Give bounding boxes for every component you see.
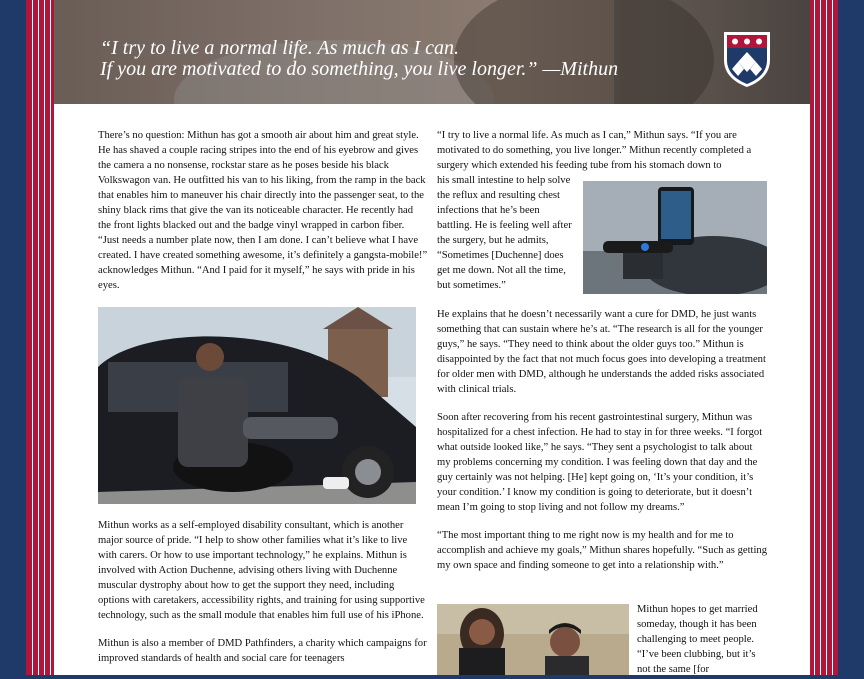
article-paragraph: Mithun is also a member of DMD Pathfinders, a charity which campaigns for improved standards of health and social care for teenagers bbox=[98, 638, 427, 664]
header-banner-photo bbox=[54, 0, 810, 104]
article-paragraph: There’s no question: Mithun has got a smooth air about him and great style. He has shaved a couple racing stripes into the end of his eyebrow and gives the camera a no nonsense, rockstar stare as he poses beside his black Volkswagon van. He outfitted his van to his liking, from the ramp in the back that enables him to maneuver his chair directly into the passenger seat, to the shiny black rims that give the van its noticeable character. He recently had the front lights blacked out and the badge vinyl wrapped in carbon fiber. “Just needs a number plate now, then I am done. I can’t believe what I have created. I have created something awesome, it’s definitely a gangsta-mobile!” acknowledges Mithun. “And I paid for it myself,” he says with pride in his eyes. bbox=[98, 130, 428, 291]
article-paragraph-wrapped: his small intestine to help solve the reflux and resulting chest infections that he’s been battling. He is feeling well after the surgery, but he admits, “Sometimes [Duchenne] does get me down. Not all the time, but sometimes.” bbox=[437, 175, 572, 291]
article-column-left bbox=[98, 128, 428, 306]
article-paragraph-wrapped: Mithun hopes to get married someday, though it has been challenging to meet people. “I’ve been clubbing, but it’s not the same [for bbox=[637, 604, 758, 675]
pull-quote-line-1: “I try to live a normal life. As much as I can. bbox=[100, 37, 460, 59]
article-column-right-middle bbox=[437, 307, 767, 586]
photo-phone-on-wheelchair-mount bbox=[583, 181, 767, 294]
left-border bbox=[26, 0, 56, 675]
article-paragraph: “The most important thing to me right now is my health and for me to accomplish and achieve my goals,” Mithun shares hopefully. “Such as getting my own space and finding someone to get into a relationship with.” bbox=[437, 530, 767, 571]
photo-man-wheelchair-beside-van bbox=[98, 307, 416, 504]
photo-mithun-with-woman bbox=[437, 604, 629, 675]
article-paragraph: Mithun works as a self-employed disability consultant, which is another major source of pride. “I help to show other families what it’s like to live with carers. Or how to use important technology,” he explains. Mithun is involved with Action Duchenne, advising others living with Duchenne muscular dystrophy about how to get the support they need, including options with caretakers, accessibility rights, and training for using supportive technology, such as the small module that enables him full use of his iPhone. bbox=[98, 520, 425, 621]
magazine-page bbox=[54, 0, 810, 675]
article-column-left-lower bbox=[98, 518, 428, 679]
pull-quote-line-2: If you are motivated to do something, you live longer.” —Mithun bbox=[100, 58, 619, 80]
article-paragraph: “I try to live a normal life. As much as I can,” Mithun says. “If you are motivated to do something, you live longer.” Mithun recently completed a surgery which extended his feeding tube from his stomach down to bbox=[437, 130, 752, 171]
article-paragraph: Soon after recovering from his recent gastrointestinal surgery, Mithun was hospitalized for a chest infection. He had to stay in for three weeks. “I forgot what outside looked like,” he says. “They sent a psychologist to talk about my problems concerning my condition. I was feeling down that day and the guy certainly was not helping. [He] kept going on, ‘It’s your condition, it’s your condition.’ I know my condition is going to deteriorate, but it doesn’t mean I’m going to stop living and not follow my dreams.” bbox=[437, 412, 763, 513]
pull-quote bbox=[100, 38, 618, 80]
right-border bbox=[808, 0, 838, 675]
university-shield-icon bbox=[722, 30, 772, 88]
article-paragraph: He explains that he doesn’t necessarily want a cure for DMD, he just wants something that can sustain where he’s at. “The research is all for the younger guys,” he says. “They need to think about the older guys too.” Mithun is disappointed by the fact that not much focus goes into developing a treatment for older men with DMD, although he understands the added risks associated with clinical trials. bbox=[437, 309, 766, 395]
